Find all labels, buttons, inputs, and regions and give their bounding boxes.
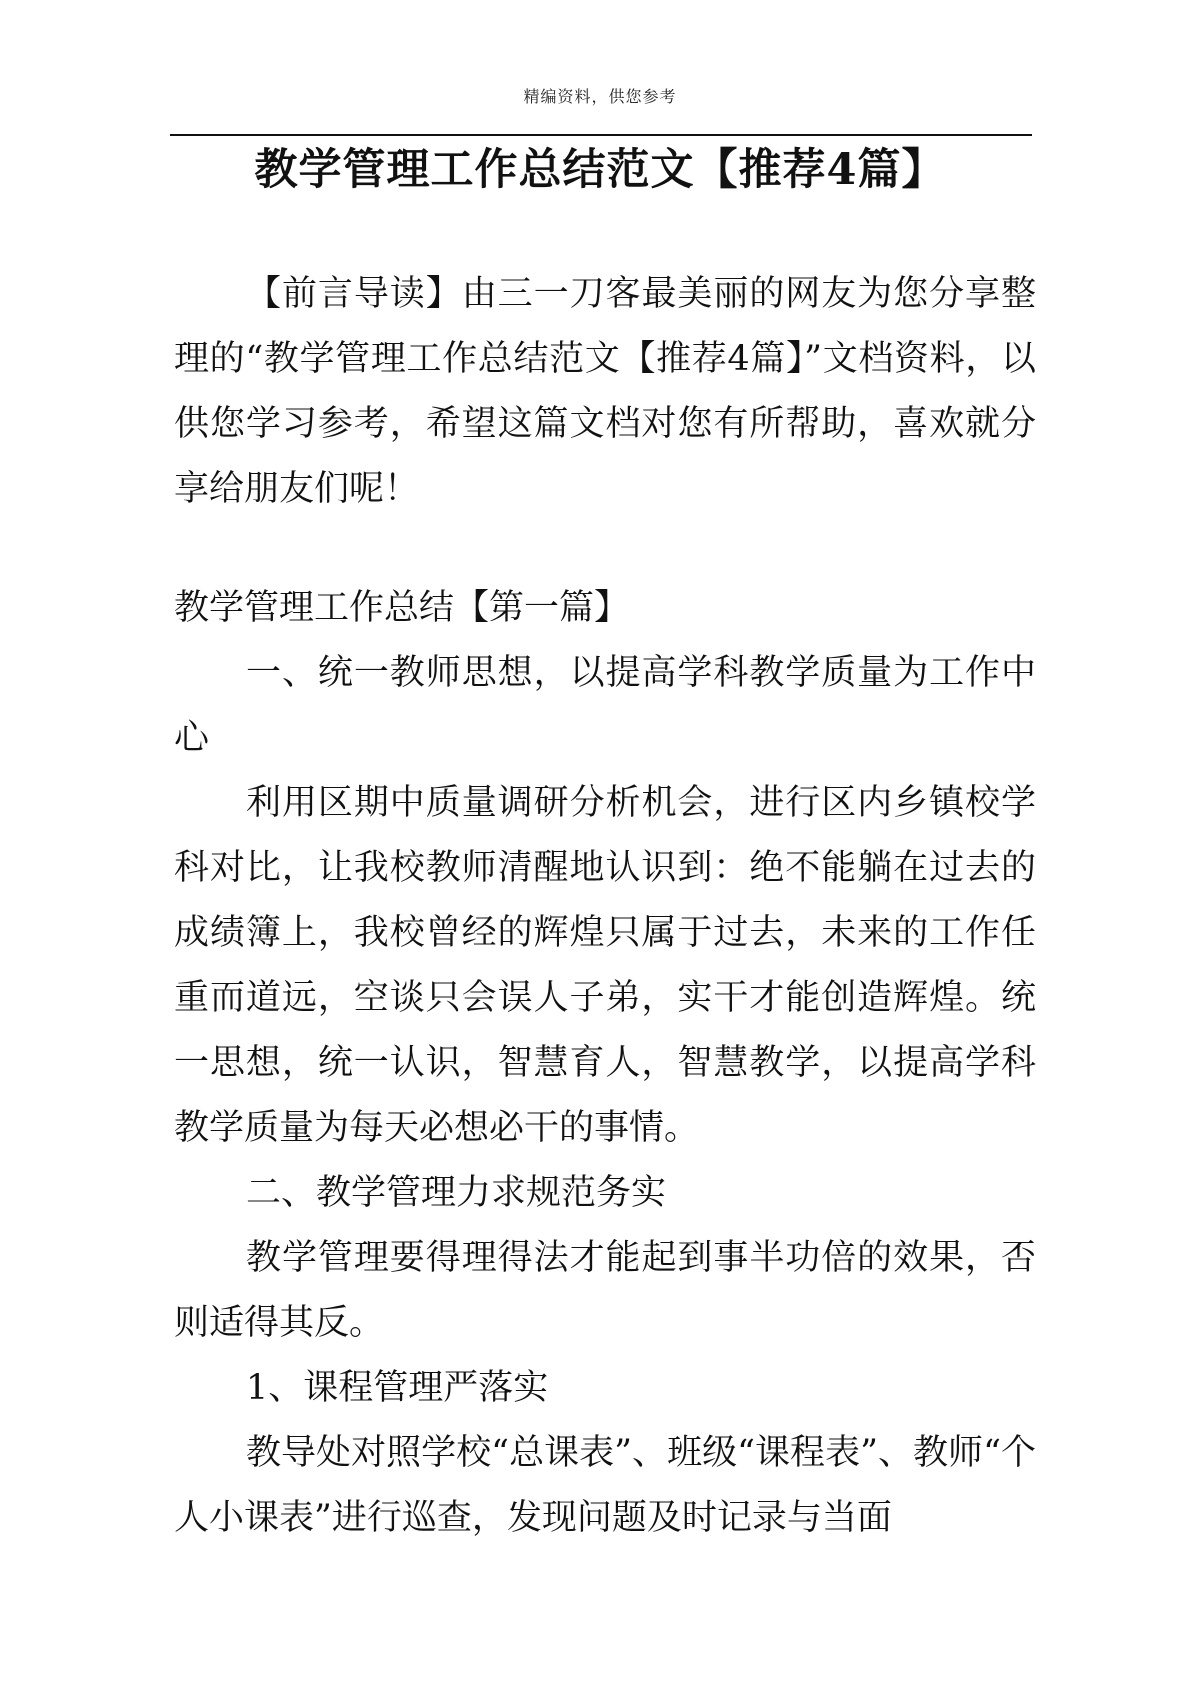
paragraph-6: 教导处对照学校“总课表”、班级“课程表”、教师“个人小课表”进行巡查，发现问题及时记录与当面 [174,1433,1036,1538]
paragraph-3: 二、教学管理力求规范务实 [246,1173,667,1213]
section-first [174,576,1036,1551]
document-title: 教学管理工作总结范文【推荐4篇】 [254,145,946,195]
intro-block [174,262,1036,522]
header-note: 精编资料，供您参考 [523,87,677,106]
section-heading: 教学管理工作总结【第一篇】 [174,588,630,628]
intro-paragraph: 【前言导读】由三一刀客最美丽的网友为您分享整理的“教学管理工作总结范文【推荐4篇】”文档资料，以供您学习参考，希望这篇文档对您有所帮助，喜欢就分享给朋友们呢！ [174,274,1036,509]
paragraph-1: 一、统一教师思想，以提高学科教学质量为工作中心 [174,653,1036,758]
paragraph-5: 1、课程管理严落实 [246,1368,549,1408]
paragraph-2: 利用区期中质量调研分析机会，进行区内乡镇校学科对比，让我校教师清醒地认识到：绝不能躺在过去的成绩簿上，我校曾经的辉煌只属于过去，未来的工作任重而道远，空谈只会误人子弟，实干才能创造辉煌。统一思想，统一认识，智慧育人，智慧教学，以提高学科教学质量为每天必想必干的事情。 [174,783,1036,1148]
header-divider [170,134,1032,136]
paragraph-4: 教学管理要得理得法才能起到事半功倍的效果，否则适得其反。 [174,1238,1036,1343]
